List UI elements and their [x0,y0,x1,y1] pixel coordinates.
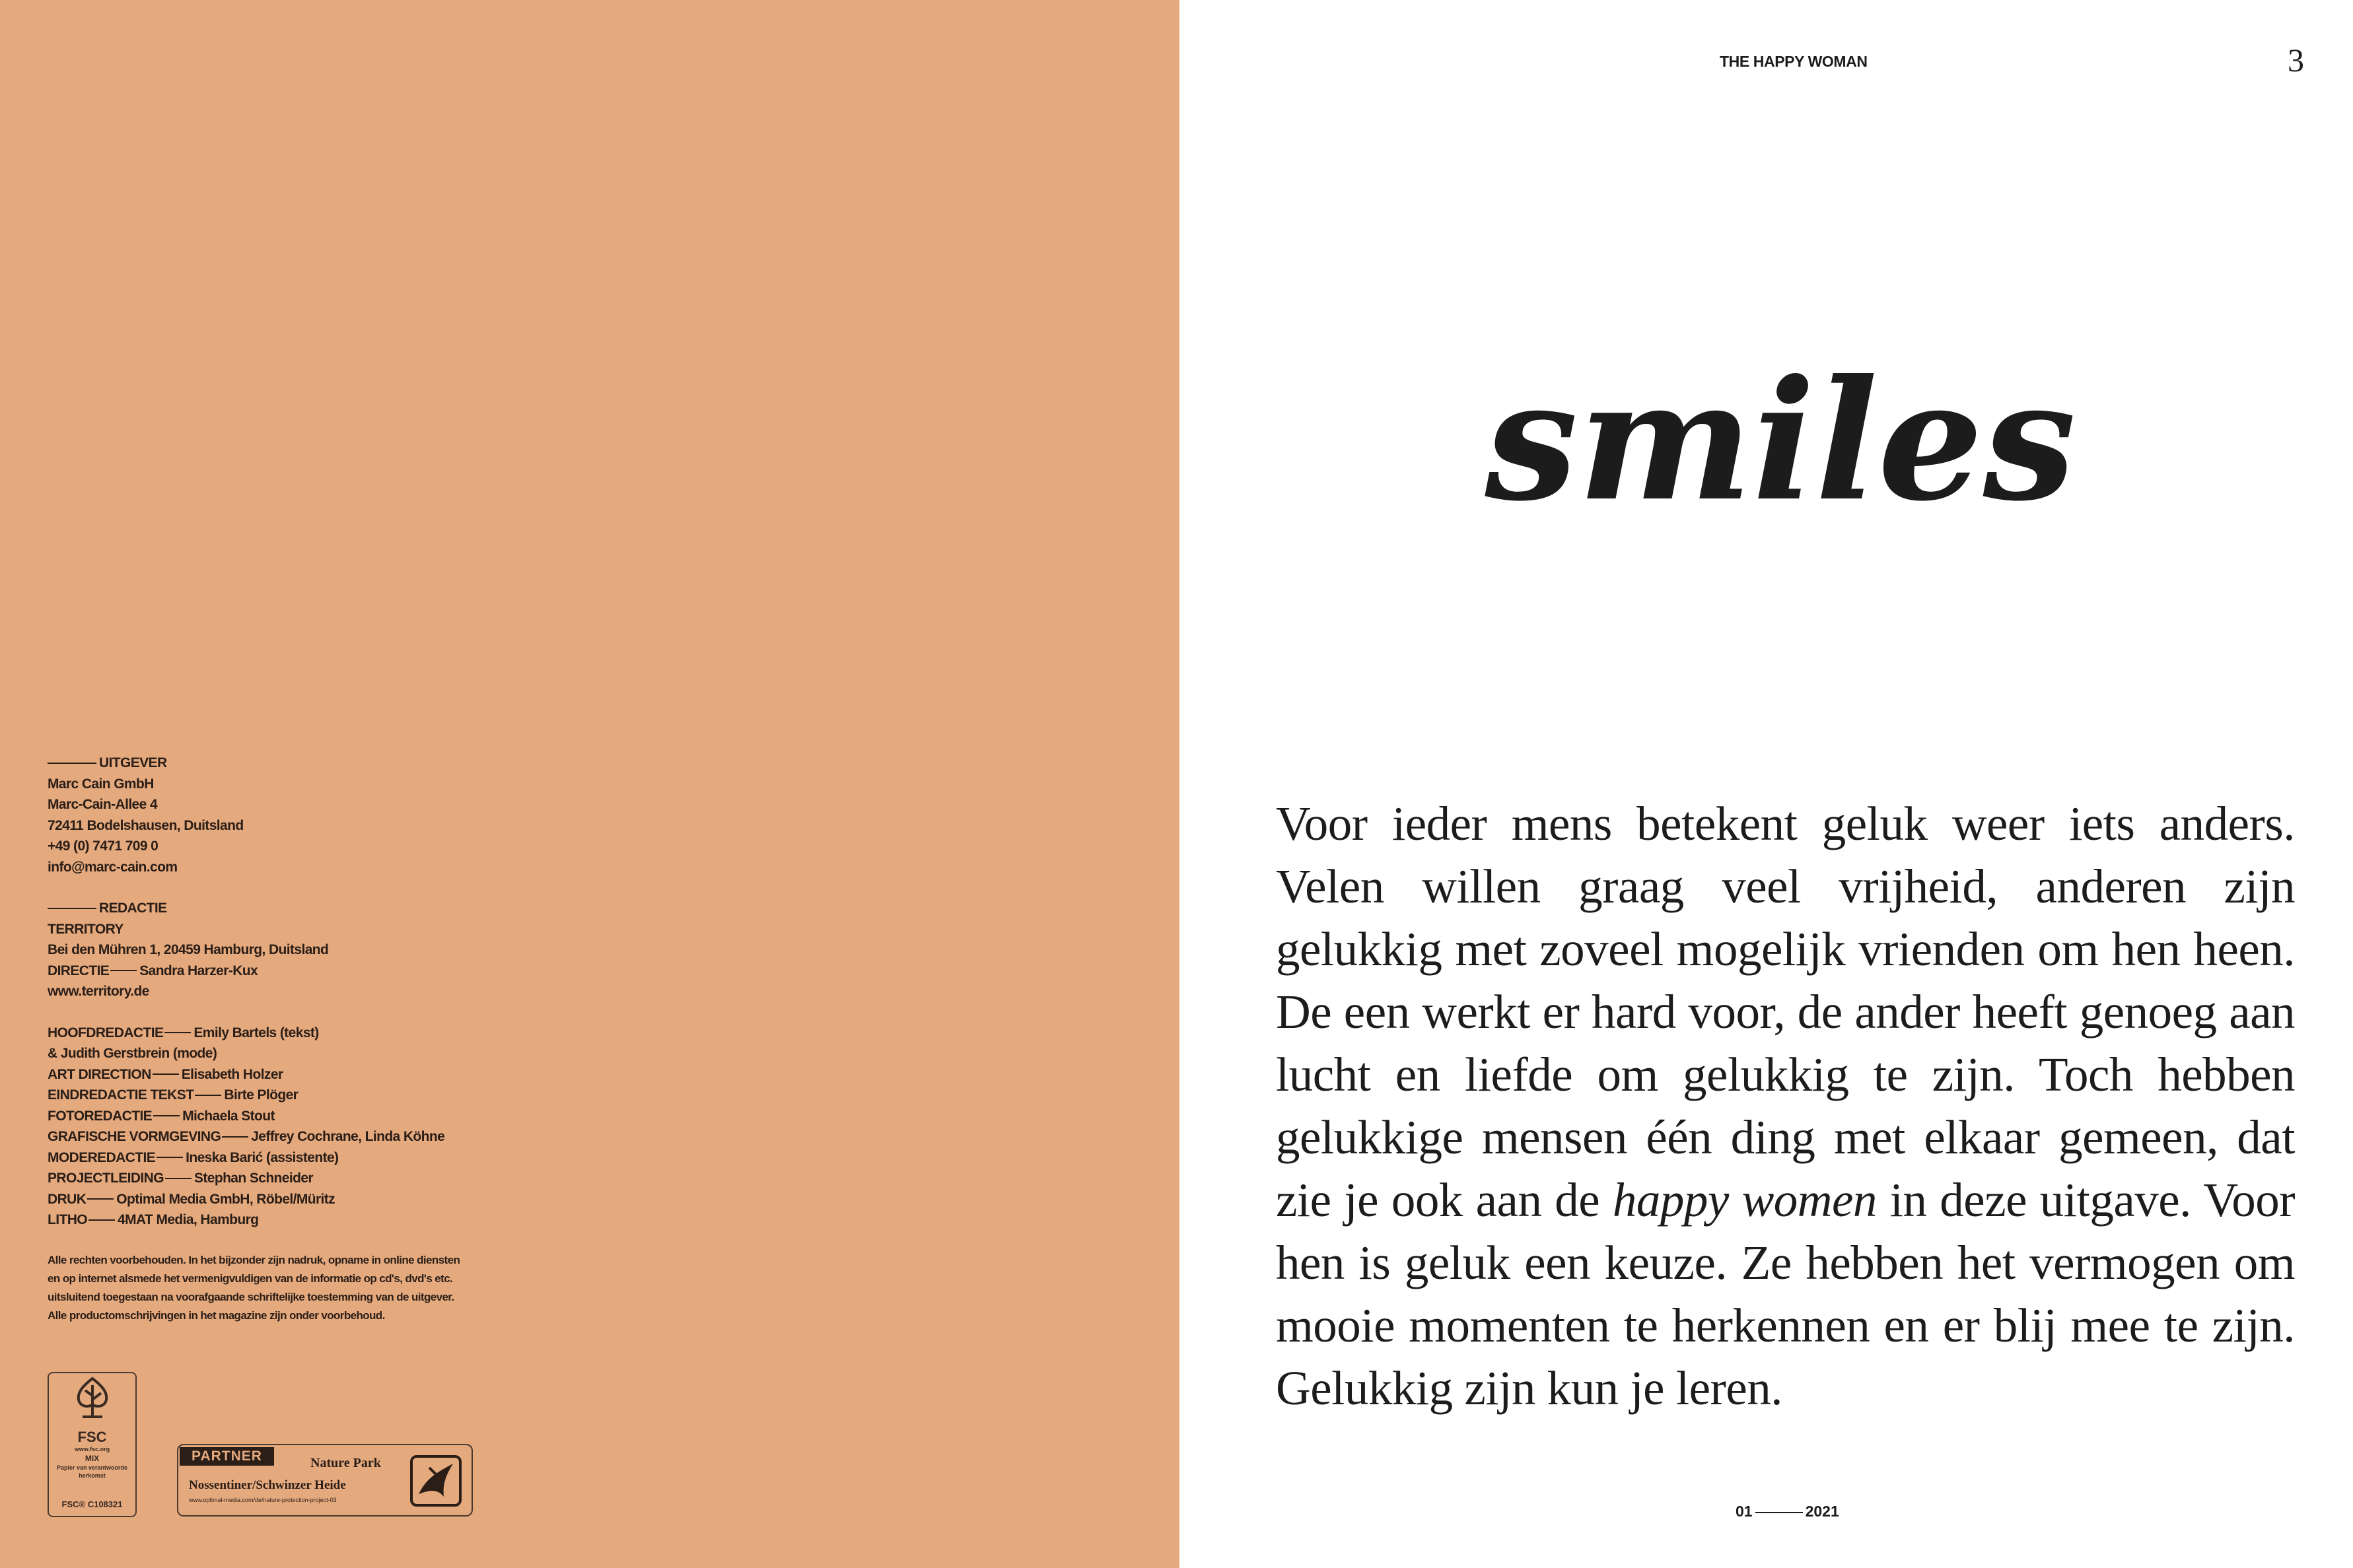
partner-line1: Nature Park [310,1456,381,1470]
running-head: THE HAPPY WOMAN [1720,53,1868,70]
partner-badge: PARTNER [180,1447,274,1466]
headline-brush-lettering [1485,337,2076,574]
osprey-bird-icon [409,1454,462,1507]
fsc-paper: Papier van verantwoorde herkomst [56,1464,128,1479]
credit-line: LITHO 4MAT Media, Hamburg [48,1212,259,1227]
editorial-heading: REDACTIE [99,901,167,916]
director-name: Sandra Harzer-Kux [139,963,258,978]
nature-park-partner-logo [177,1444,473,1517]
publisher-email: info@marc-cain.com [48,859,178,875]
credit-line: PROJECTLEIDING Stephan Schneider [48,1171,313,1186]
editorial-website: www.territory.de [48,984,149,999]
fsc-code: FSC® C108321 [61,1499,123,1509]
publisher-line: 72411 Bodelshausen, Duitsland [48,817,244,833]
credit-line: & Judith Gerstbrein (mode) [48,1046,217,1061]
credit-line: ART DIRECTION Elisabeth Holzer [48,1066,283,1082]
leader-rule [48,908,96,909]
credit-line: EINDREDACTIE TEKST Birte Plöger [48,1087,299,1103]
fsc-name: FSC [77,1429,107,1445]
credit-line: MODEREDACTIE Ineska Barić (assistente) [48,1149,339,1165]
headline [1485,337,2076,578]
publisher-block [48,753,483,877]
fsc-logo [48,1372,137,1517]
editorial-block [48,898,483,1002]
issue-rule [1755,1512,1803,1513]
publisher-heading: UITGEVER [99,755,167,770]
leader-rule [48,763,96,764]
credit-line: HOOFDREDACTIE Emily Bartels (tekst) [48,1025,319,1040]
leader-rule [110,970,137,971]
partner-line2: Nossentiner/Schwinzer Heide [189,1478,346,1492]
headline-text: smiles [1485,343,2076,537]
intro-body-text: Voor ieder mens betekent geluk weer iets anders. Velen willen graag veel vrijheid, anderen zijn gelukkig met zoveel mogelijk vrienden om hen heen. De een werkt er hard voor, de ander heeft genoeg aan lucht en liefde om gelukkig te zijn. Toch hebben gelukkige mensen één ding met elkaar gemeen, dat zie je ook aan de happy women in deze uitgave. Voor hen is geluk een keuze. Ze hebben het vermogen om mooie momenten te herkennen en er blij mee te zijn. Gelukkig zijn kun je leren. [1276,797,2295,1415]
publisher-line: Marc-Cain-Allee 4 [48,797,158,812]
editorial-address: Bei den Mühren 1, 20459 Hamburg, Duitsland [48,942,329,957]
credit-line: FOTOREDACTIE Michaela Stout [48,1108,275,1124]
issue-number: 01 [1736,1503,1753,1520]
credits-block [48,1023,483,1231]
page-number: 3 [2288,42,2304,79]
fsc-tree-icon [49,1376,135,1429]
director-label: DIRECTIE [48,963,110,978]
partner-line3: www.optimal-media.com/de/nature-protection-project-03 [189,1497,337,1503]
legal-notice: Alle rechten voorbehouden. In het bijzonder zijn nadruk, opname in online diensten en op internet alsmede het vermenigvuldigen van de informatie op cd's, dvd's etc. uitsluitend toegestaan na voorafgaande schriftelijke toestemming van de uitgever. Alle productomschrijvingen in het magazine zijn onder voorbehoud. [48,1253,460,1322]
issue-year: 2021 [1805,1503,1839,1520]
fsc-site: www.fsc.org [74,1446,110,1452]
italic-phrase: happy women [1612,1173,1877,1227]
publisher-line: Marc Cain GmbH [48,776,154,792]
issue-line [1736,1503,1839,1520]
publisher-line: +49 (0) 7471 709 0 [48,838,158,854]
fsc-mix: MIX [85,1454,100,1463]
editorial-name: TERRITORY [48,921,123,937]
right-page [1179,0,2353,1568]
credit-line: GRAFISCHE VORMGEVING Jeffrey Cochrane, Linda Köhne [48,1129,445,1144]
credit-line: DRUK Optimal Media GmbH, Röbel/Müritz [48,1191,335,1207]
imprint [48,753,483,1325]
